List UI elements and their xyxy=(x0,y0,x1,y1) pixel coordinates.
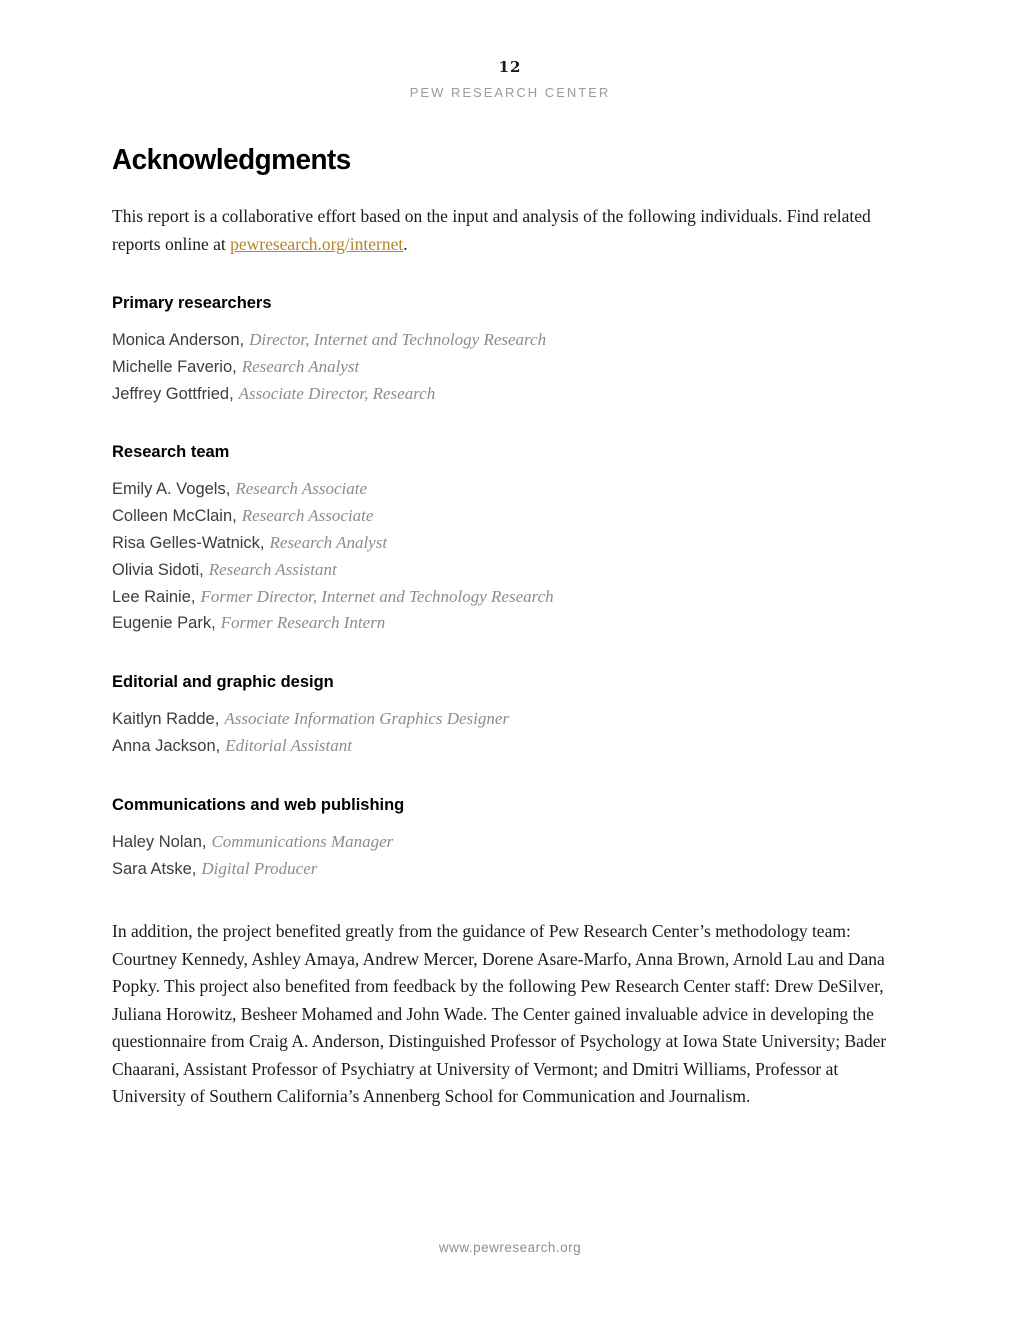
person-row xyxy=(112,856,912,883)
person-row xyxy=(112,381,912,408)
page-content xyxy=(112,144,912,1111)
person-name: Kaitlyn Radde, xyxy=(112,710,220,729)
page-title: Acknowledgments xyxy=(112,144,351,176)
person-title: Communications Manager xyxy=(211,831,394,851)
person-name: Monica Anderson, xyxy=(112,331,245,349)
person-title: Research Associate xyxy=(241,506,374,526)
person-row xyxy=(112,733,912,760)
people-list xyxy=(112,476,912,637)
brand-header: PEW RESEARCH CENTER xyxy=(409,85,611,100)
person-row xyxy=(112,327,912,354)
person-row xyxy=(112,530,912,557)
person-name: Colleen McClain, xyxy=(112,507,237,526)
person-row xyxy=(112,557,912,584)
pewresearch-internet-link[interactable]: pewresearch.org/internet xyxy=(230,233,404,254)
section-heading: Research team xyxy=(112,442,230,462)
person-name: Michelle Faverio, xyxy=(112,357,237,376)
person-title: Associate Director, Research xyxy=(238,383,436,403)
person-name: Risa Gelles-Watnick, xyxy=(112,533,265,552)
person-row xyxy=(112,610,912,637)
person-title: Research Analyst xyxy=(241,356,360,376)
person-name: Eugenie Park, xyxy=(112,614,216,633)
person-row xyxy=(112,354,912,381)
person-title: Former Research Intern xyxy=(220,613,386,633)
intro-text-after-link: . xyxy=(403,233,408,254)
section-heading: Editorial and graphic design xyxy=(112,672,334,692)
footer-url: www.pewresearch.org xyxy=(438,1240,582,1255)
section-primary-researchers xyxy=(112,293,912,407)
person-row xyxy=(112,584,912,611)
people-list xyxy=(112,829,912,883)
person-title: Research Associate xyxy=(235,479,368,499)
page-header xyxy=(0,0,1020,100)
person-name: Sara Atske, xyxy=(112,859,197,878)
person-title: Director, Internet and Technology Research xyxy=(249,330,547,349)
section-editorial-graphic-design xyxy=(112,672,912,760)
person-name: Emily A. Vogels, xyxy=(112,480,231,499)
closing-paragraph: In addition, the project benefited greatly from the guidance of Pew Research Center’s methodology team: Courtney Kennedy, Ashley Amaya, Andrew Mercer, Dorene Asare-Marfo, Anna Brown, Arnold Lau and Dana Popky. This project also benefited from feedback by the following Pew Research Center staff: Drew DeSilver, Juliana Horowitz, Besheer Mohamed and John Wade. The Center gained invaluable advice in developing the questionnaire from Craig A. Anderson, Distinguished Professor of Psychology at Iowa State University; Bader Chaarani, Assistant Professor of Psychiatry at University of Vermont; and Dmitri Williams, Professor at University of Southern California’s Annenberg School for Communication and Journalism. xyxy=(112,921,887,1107)
person-row xyxy=(112,476,912,503)
person-row xyxy=(112,829,912,856)
person-title: Editorial Assistant xyxy=(225,735,352,755)
person-name: Haley Nolan, xyxy=(112,832,207,851)
person-row xyxy=(112,706,912,733)
person-name: Jeffrey Gottfried, xyxy=(112,384,234,403)
person-row xyxy=(112,503,912,530)
person-name: Anna Jackson, xyxy=(112,736,221,755)
page-number: 12 xyxy=(498,58,522,76)
person-name: Lee Rainie, xyxy=(112,587,196,606)
person-title: Research Analyst xyxy=(269,532,388,552)
person-title: Former Director, Internet and Technology Research xyxy=(200,586,554,606)
person-title: Research Assistant xyxy=(208,559,337,579)
intro-text-before-link: This report is a collaborative effort based on the input and analysis of the following individuals. Find related reports online at xyxy=(112,206,871,254)
intro-paragraph xyxy=(112,203,912,258)
section-heading: Primary researchers xyxy=(112,293,272,312)
section-communications-web-publishing xyxy=(112,795,912,883)
person-title: Digital Producer xyxy=(201,858,318,878)
people-list xyxy=(112,327,912,407)
person-title: Associate Information Graphics Designer xyxy=(224,709,510,729)
person-name: Olivia Sidoti, xyxy=(112,560,204,579)
section-heading: Communications and web publishing xyxy=(112,794,405,814)
people-list xyxy=(112,706,912,760)
section-research-team xyxy=(112,442,912,637)
